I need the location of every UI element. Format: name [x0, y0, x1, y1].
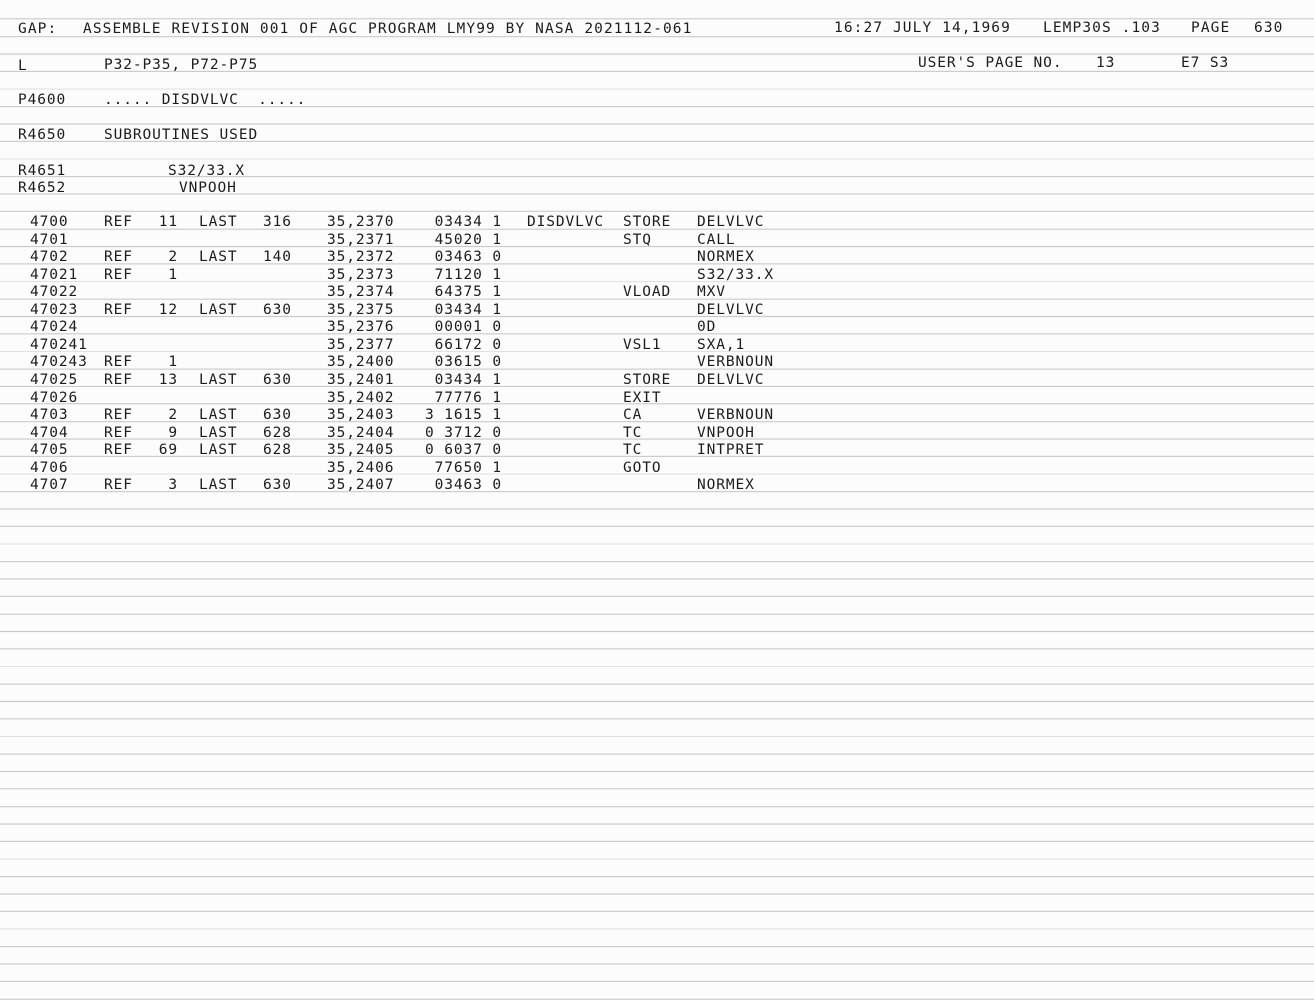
operand: INTPRET — [697, 442, 765, 459]
users-page-number: 13 — [1096, 55, 1116, 71]
ref-keyword: REF — [104, 477, 133, 494]
opcode: STORE — [623, 372, 672, 388]
ref-count: 13 — [158, 372, 178, 388]
last-keyword: LAST — [199, 407, 238, 424]
octal-code: 3 1615 1 — [424, 407, 502, 424]
ref-count: 69 — [158, 442, 178, 459]
last-page: 630 — [263, 301, 292, 318]
last-page: 140 — [263, 249, 292, 266]
line-number: 47026 — [30, 389, 79, 406]
ref-keyword: REF — [104, 407, 133, 424]
memory-address: 35,2375 — [327, 301, 395, 318]
opcode: TC — [623, 442, 643, 459]
subroutine-name: S32/33.X — [168, 163, 246, 179]
last-keyword: LAST — [199, 301, 238, 318]
opcode: CA — [623, 407, 643, 424]
opcode: EXIT — [623, 389, 662, 406]
line-number: 470241 — [30, 336, 88, 353]
last-keyword: LAST — [199, 372, 238, 388]
octal-code: 03463 0 — [434, 477, 502, 494]
octal-code: 0 3712 0 — [424, 424, 502, 441]
section-line-id: P4600 — [18, 92, 67, 108]
opcode: VSL1 — [623, 336, 662, 353]
memory-address: 35,2374 — [327, 284, 395, 301]
line-number: 4706 — [30, 459, 69, 476]
ref-count: 1 — [168, 354, 178, 371]
last-page: 316 — [263, 214, 292, 230]
memory-address: 35,2405 — [327, 442, 395, 459]
operand: CALL — [697, 231, 736, 248]
memory-address: 35,2403 — [327, 407, 395, 424]
operand: SXA,1 — [697, 336, 746, 353]
last-keyword: LAST — [199, 442, 238, 459]
opcode: STQ — [623, 231, 652, 248]
section-code: E7 S3 — [1181, 55, 1230, 71]
octal-code: 64375 1 — [434, 284, 502, 301]
memory-address: 35,2371 — [327, 231, 395, 248]
line-number: 47022 — [30, 284, 79, 301]
line-number: 47023 — [30, 301, 79, 318]
last-keyword: LAST — [199, 249, 238, 266]
users-page-label: USER'S PAGE NO. — [918, 55, 1063, 71]
ref-keyword: REF — [104, 424, 133, 441]
symbol-label: DISDVLVC — [527, 214, 605, 230]
subroutine-line-id: R4651 — [18, 163, 67, 179]
operand: DELVLVC — [697, 372, 765, 388]
operand: VNPOOH — [697, 424, 755, 441]
assembly-title: ASSEMBLE REVISION 001 OF AGC PROGRAM LMY99 BY NASA 2021112-061 — [83, 21, 693, 37]
last-page: 630 — [263, 407, 292, 424]
operand: VERBNOUN — [697, 354, 775, 371]
ref-keyword: REF — [104, 249, 133, 266]
ref-count: 12 — [158, 301, 178, 318]
octal-code: 03615 0 — [434, 354, 502, 371]
ref-keyword: REF — [104, 266, 133, 283]
memory-address: 35,2370 — [327, 214, 395, 230]
line-number: 4701 — [30, 231, 69, 248]
ref-count: 2 — [168, 407, 178, 424]
line-number: 4705 — [30, 442, 69, 459]
last-keyword: LAST — [199, 214, 238, 230]
octal-code: 03434 1 — [434, 372, 502, 388]
page-label: PAGE — [1191, 20, 1231, 36]
line-number: 4704 — [30, 424, 69, 441]
opcode: TC — [623, 424, 643, 441]
gap-label: GAP: — [18, 21, 58, 37]
ref-count: 2 — [168, 249, 178, 266]
subheader-letter: L — [18, 58, 28, 74]
memory-address: 35,2402 — [327, 389, 395, 406]
ref-keyword: REF — [104, 354, 133, 371]
operand: 0D — [697, 319, 717, 336]
octal-code: 03434 1 — [434, 301, 502, 318]
ref-count: 11 — [158, 214, 178, 230]
section-title: ..... DISDVLVC ..... — [104, 92, 307, 108]
line-number: 4703 — [30, 407, 69, 424]
line-number: 4702 — [30, 249, 69, 266]
opcode: STORE — [623, 214, 672, 230]
operand: VERBNOUN — [697, 407, 775, 424]
line-number: 470243 — [30, 354, 88, 371]
last-page: 628 — [263, 442, 292, 459]
opcode: GOTO — [623, 459, 662, 476]
opcode: VLOAD — [623, 284, 672, 301]
ref-keyword: REF — [104, 301, 133, 318]
memory-address: 35,2406 — [327, 459, 395, 476]
memory-address: 35,2373 — [327, 266, 395, 283]
ref-keyword: REF — [104, 442, 133, 459]
page-number: 630 — [1254, 20, 1284, 36]
last-keyword: LAST — [199, 477, 238, 494]
ref-count: 3 — [168, 477, 178, 494]
operand: DELVLVC — [697, 301, 765, 318]
last-keyword: LAST — [199, 424, 238, 441]
memory-address: 35,2401 — [327, 372, 395, 388]
operand: NORMEX — [697, 477, 755, 494]
memory-address: 35,2400 — [327, 354, 395, 371]
subroutine-line-id: R4652 — [18, 180, 67, 196]
octal-code: 66172 0 — [434, 336, 502, 353]
ref-count: 1 — [168, 266, 178, 283]
octal-code: 03463 0 — [434, 249, 502, 266]
line-number: 4707 — [30, 477, 69, 494]
memory-address: 35,2407 — [327, 477, 395, 494]
octal-code: 00001 0 — [434, 319, 502, 336]
operand: DELVLVC — [697, 214, 765, 230]
operand: NORMEX — [697, 249, 755, 266]
line-number: 47024 — [30, 319, 79, 336]
octal-code: 77776 1 — [434, 389, 502, 406]
subroutines-line-id: R4650 — [18, 127, 67, 143]
program-range: P32-P35, P72-P75 — [104, 57, 259, 73]
memory-address: 35,2404 — [327, 424, 395, 441]
memory-address: 35,2377 — [327, 336, 395, 353]
subroutines-title: SUBROUTINES USED — [104, 127, 259, 143]
operand: S32/33.X — [697, 266, 775, 283]
job-id: LEMP30S .103 — [1043, 20, 1161, 36]
print-datetime: 16:27 JULY 14,1969 — [834, 20, 1011, 36]
last-page: 630 — [263, 477, 292, 494]
last-page: 630 — [263, 372, 292, 388]
octal-code: 45020 1 — [434, 231, 502, 248]
octal-code: 71120 1 — [434, 266, 502, 283]
memory-address: 35,2376 — [327, 319, 395, 336]
octal-code: 0 6037 0 — [424, 442, 502, 459]
line-number: 47021 — [30, 266, 79, 283]
memory-address: 35,2372 — [327, 249, 395, 266]
subroutine-name: VNPOOH — [179, 180, 237, 196]
line-number: 4700 — [30, 214, 69, 230]
line-number: 47025 — [30, 372, 79, 388]
ref-keyword: REF — [104, 372, 133, 388]
last-page: 628 — [263, 424, 292, 441]
operand: MXV — [697, 284, 726, 301]
ref-keyword: REF — [104, 214, 133, 230]
ref-count: 9 — [168, 424, 178, 441]
octal-code: 77650 1 — [434, 459, 502, 476]
octal-code: 03434 1 — [434, 214, 502, 230]
